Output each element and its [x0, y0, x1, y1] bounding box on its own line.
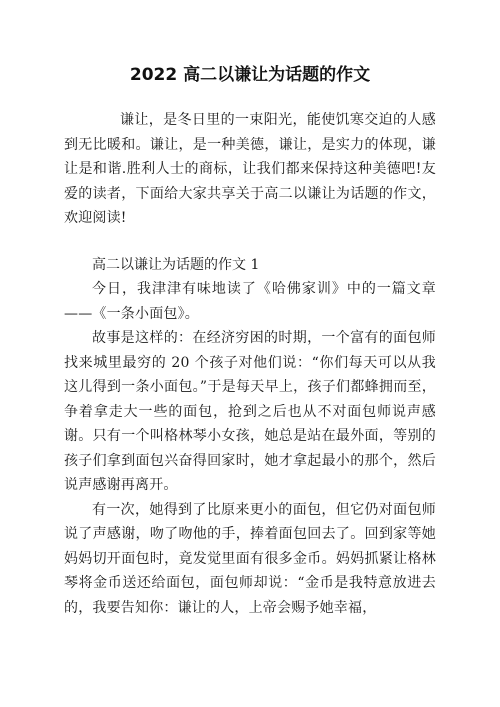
- document-title: 2022 高二以谦让为话题的作文: [129, 65, 371, 85]
- body-paragraph-2: 故事是这样的：在经济穷困的时期，一个富有的面包师找来城里最穷的 20 个孩子对他们说：“你们每天可以从我这儿得到一条小面包。”于是每天早上，孩子们都蜂拥而至，争着拿走大一些的面包，抢到之后也从不对面包师说声感谢。只有一个叫格林琴小女孩，她总是站在最外面，等别的孩子们拿到面包兴奋得回家时，她才拿起最小的那个，然后说声感谢再离开。: [64, 330, 436, 493]
- body-paragraph-3: 有一次，她得到了比原来更小的面包，但它仍对面包师说了声感谢，吻了吻他的手，捧着面包回去了。回到家等她妈妈切开面包时，竟发觉里面有很多金币。妈妈抓紧让格林琴将金币送还给面包，面包师却说：“金币是我特意放进去的，我要告知你：谦让的人，上帝会赐予她幸福，: [64, 501, 436, 616]
- body-paragraph-1: 今日，我津津有味地读了《哈佛家训》中的一篇文章——《一条小面包》。: [64, 281, 436, 322]
- intro-paragraph: 谦让，是冬日里的一束阳光，能使饥寒交迫的人感到无比暖和。谦让，是一种美德，谦让，是实力的体现，谦让是和谐.胜利人士的商标，让我们都来保持这种美德吧!友爱的读者，下面给大家共享关于高二以谦让为话题的作文，欢迎阅读!: [64, 112, 436, 226]
- section-heading: 高二以谦让为话题的作文 1: [92, 256, 260, 273]
